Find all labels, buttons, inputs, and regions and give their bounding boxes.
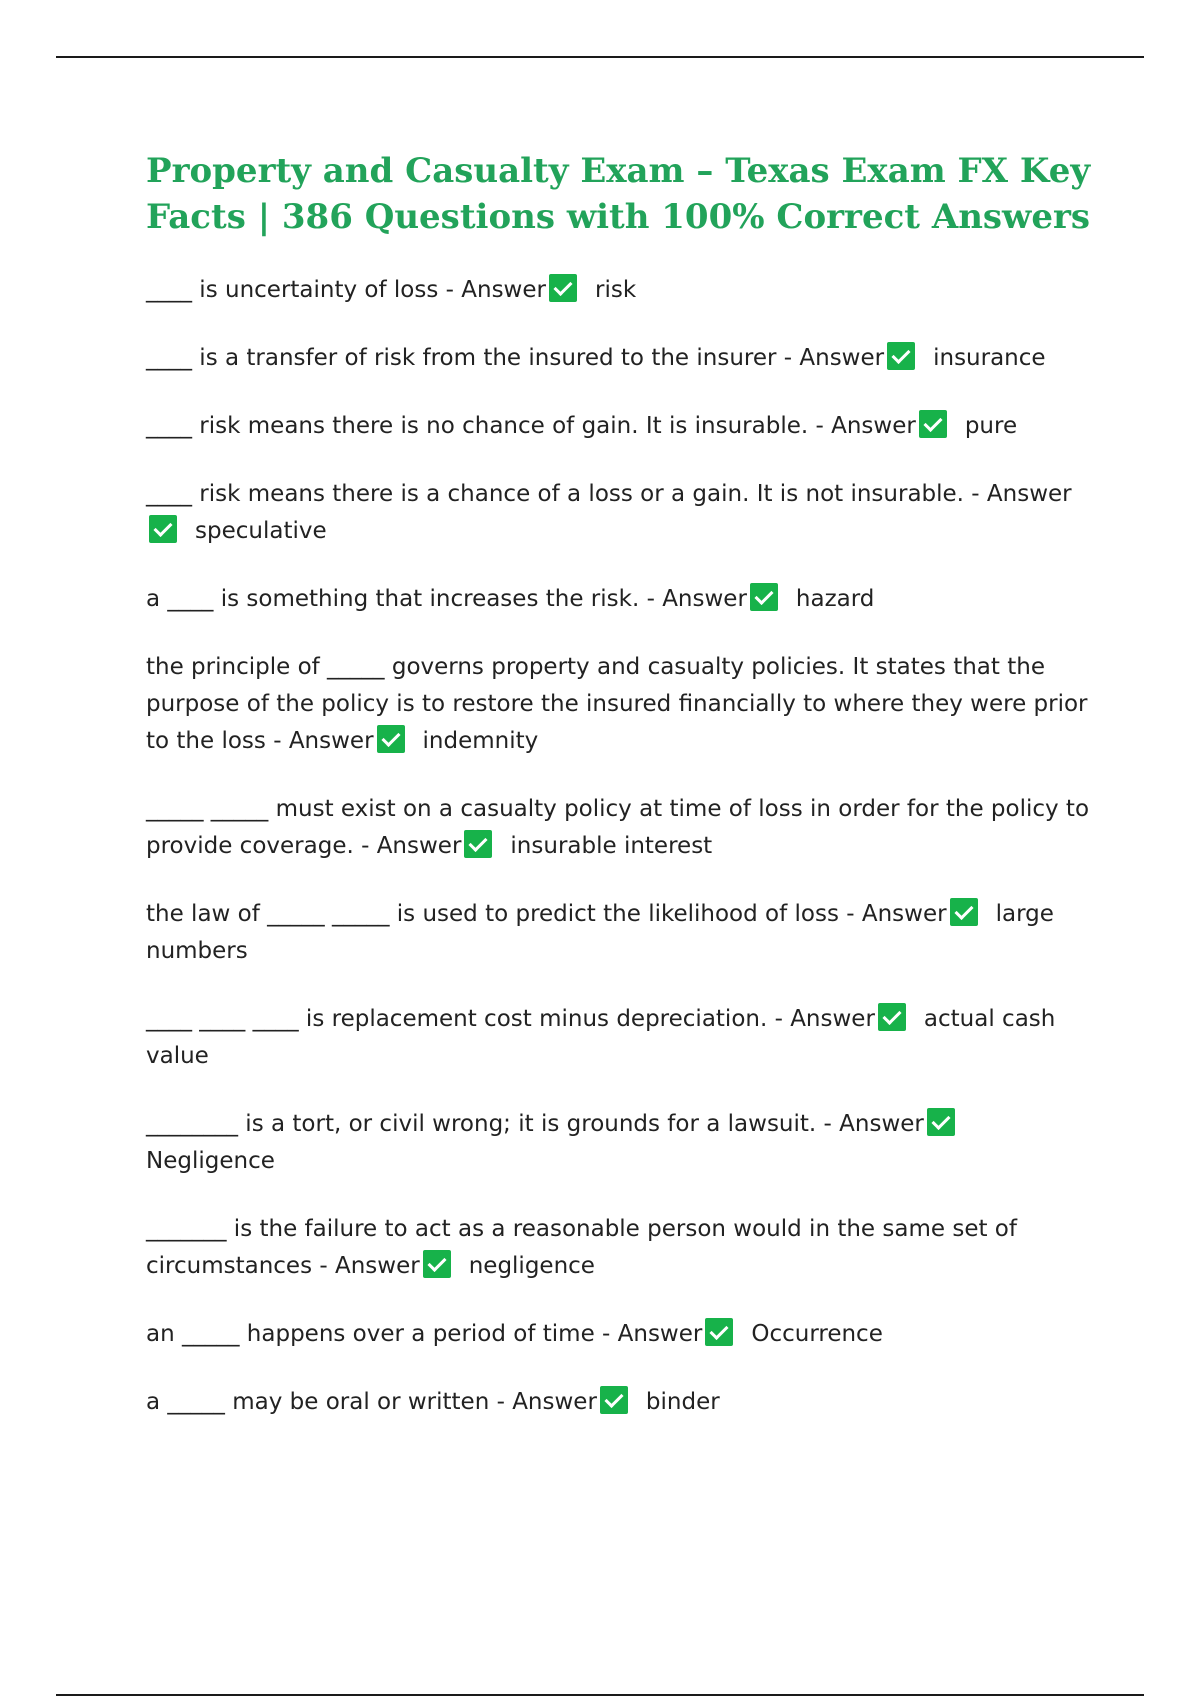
question-text: _______ is the failure to act as a reasonable person would in the same set of circumstances - — [146, 1216, 1017, 1279]
answer-text: pure — [964, 413, 1018, 439]
document-body — [146, 148, 1096, 1452]
question-text: ________ is a tort, or civil wrong; it is grounds for a lawsuit. - — [146, 1111, 840, 1137]
answer-text: Negligence — [146, 1148, 275, 1174]
checkmark-icon — [705, 1318, 733, 1346]
qa-item — [146, 1316, 1096, 1353]
answer-label: Answer — [288, 728, 374, 754]
qa-item — [146, 581, 1096, 618]
question-text: a _____ may be oral or written - — [146, 1389, 513, 1415]
answer-label: Answer — [617, 1321, 703, 1347]
checkmark-icon — [750, 583, 778, 611]
answer-label: Answer — [986, 481, 1072, 507]
answer-label: Answer — [335, 1253, 420, 1279]
answer-label: Answer — [861, 901, 947, 927]
question-text: a ____ is something that increases the risk. - — [146, 586, 663, 612]
question-text: ____ risk means there is a chance of a loss or a gain. It is not insurable. - — [146, 481, 987, 507]
question-text: ____ ____ ____ is replacement cost minus depreciation. - — [146, 1006, 791, 1032]
checkmark-icon — [549, 274, 577, 302]
answer-text: actual cash value — [146, 1006, 1056, 1069]
qa-item — [146, 896, 1096, 970]
document-title: Property and Casualty Exam – Texas Exam FX Key Facts | 386 Questions with 100% Correct Answers — [146, 151, 1091, 237]
answer-text: insurable interest — [510, 833, 713, 859]
question-text: ____ is uncertainty of loss - — [146, 277, 462, 303]
checkmark-icon — [878, 1003, 906, 1031]
checkmark-icon — [919, 410, 947, 438]
answer-label: Answer — [790, 1006, 875, 1032]
checkmark-icon — [927, 1108, 955, 1136]
qa-item — [146, 1384, 1096, 1421]
qa-item — [146, 649, 1096, 760]
top-rule — [56, 56, 1144, 58]
bottom-rule — [56, 1694, 1144, 1696]
qa-item — [146, 791, 1096, 865]
answer-label: Answer — [799, 345, 885, 371]
question-text: an _____ happens over a period of time - — [146, 1321, 618, 1347]
qa-item — [146, 272, 1096, 309]
question-text: the law of _____ _____ is used to predict the likelihood of loss - — [146, 901, 862, 927]
question-text: the principle of _____ governs property and casualty policies. It states that the purpose of the policy is to restore the insured financially to where they were prior to the loss - — [146, 654, 1088, 754]
checkmark-icon — [887, 342, 915, 370]
answer-label: Answer — [839, 1111, 924, 1137]
answer-label: Answer — [376, 833, 462, 859]
answer-text: Occurrence — [751, 1321, 883, 1347]
checkmark-icon — [464, 830, 492, 858]
question-text: ____ is a transfer of risk from the insured to the insurer - — [146, 345, 800, 371]
answer-text: hazard — [795, 586, 875, 612]
checkmark-icon — [377, 725, 405, 753]
checkmark-icon — [423, 1250, 451, 1278]
qa-item — [146, 1106, 1096, 1180]
question-text: _____ _____ must exist on a casualty policy at time of loss in order for the policy to provide coverage. - — [146, 796, 1090, 859]
checkmark-icon — [149, 515, 177, 543]
checkmark-icon — [600, 1386, 628, 1414]
answer-label: Answer — [461, 277, 546, 303]
question-list — [146, 272, 1096, 1421]
checkmark-icon — [950, 898, 978, 926]
qa-item — [146, 476, 1096, 550]
answer-text: insurance — [933, 345, 1046, 371]
answer-text: indemnity — [422, 728, 539, 754]
answer-text: speculative — [195, 518, 327, 544]
answer-text: binder — [645, 1389, 720, 1415]
answer-label: Answer — [662, 586, 747, 612]
qa-item — [146, 340, 1096, 377]
answer-label: Answer — [512, 1389, 597, 1415]
answer-text: negligence — [468, 1253, 595, 1279]
answer-text: risk — [594, 277, 637, 303]
answer-label: Answer — [831, 413, 916, 439]
qa-item — [146, 1211, 1096, 1285]
qa-item — [146, 1001, 1096, 1075]
qa-item — [146, 408, 1096, 445]
answer-text: large numbers — [146, 901, 1054, 964]
question-text: ____ risk means there is no chance of gain. It is insurable. - — [146, 413, 832, 439]
